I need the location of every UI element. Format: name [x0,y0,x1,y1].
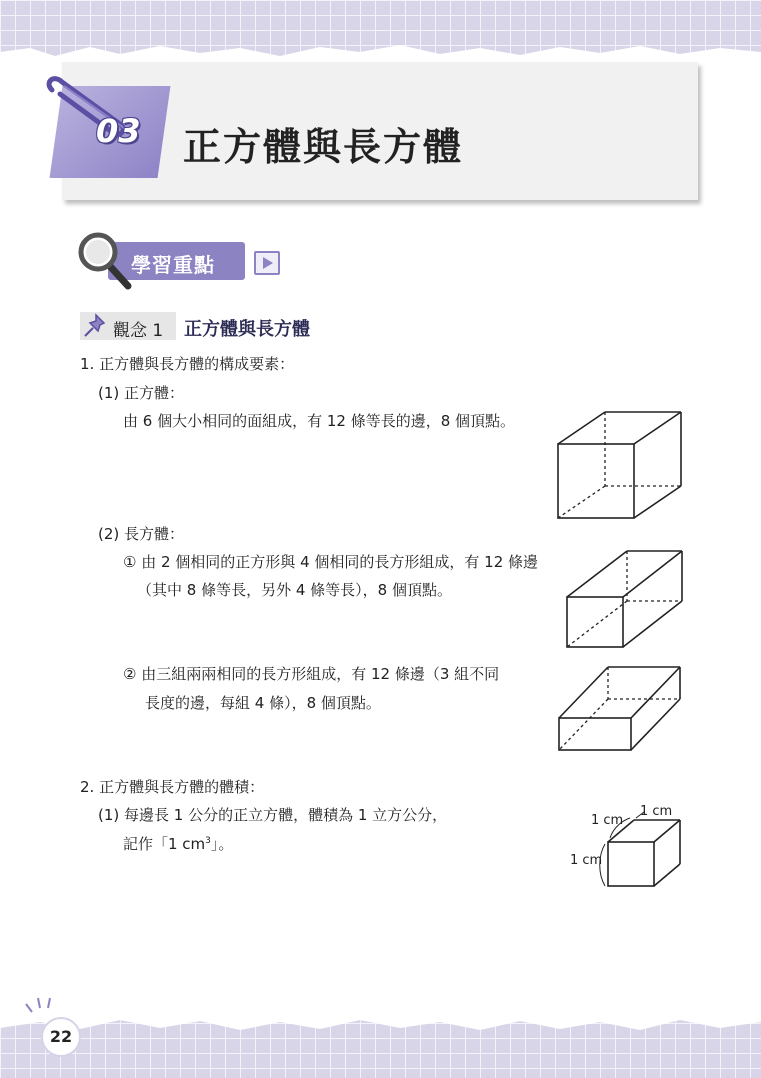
volume-item1-line1: (1) 每邊長 1 公分的正立方體，體積為 1 立方公分， [98,806,448,824]
magnifier-icon [78,232,138,292]
cuboid-item2-line1: ② 由三組兩兩相同的長方形組成，有 12 條邊（3 組不同 [123,665,500,683]
sparkle-lines-icon [24,994,60,1018]
unit-cube-depth-label: 1 cm [591,813,624,828]
cube-description: 由 6 個大小相同的面組成，有 12 條等長的邊，8 個頂點。 [123,412,516,430]
section1-heading: 1. 正方體與長方體的構成要素： [80,355,295,373]
concept-title: 正方體與長方體 [184,319,310,340]
concept-label: 觀念 1 [113,321,164,341]
unit-cube-height-label: 1 cm [570,853,603,868]
cuboid-label: (2) 長方體： [98,525,185,543]
page-number: 22 [41,1017,81,1057]
volume-item1-line2 [123,833,233,854]
section2-heading: 2. 正方體與長方體的體積： [80,778,265,796]
torn-paper-edge-bottom [0,1000,761,1040]
cube-figure [555,410,685,520]
cuboid-item2-line2: 長度的邊，每組 4 條），8 個頂點。 [145,694,381,712]
cuboid-item1-line1: ① 由 2 個相同的正方形與 4 個相同的長方形組成，有 12 條邊 [123,553,538,571]
chapter-number: 03 [96,112,141,150]
notation-suffix: 」。 [210,835,234,853]
pushpin-icon [82,311,110,339]
cube-exponent: 3 [205,836,211,846]
cm-notation: 記作「1 cm [123,835,206,853]
cuboid-item1-line2: （其中 8 條等長，另外 4 條等長），8 個頂點。 [137,581,452,599]
cuboid-figure-2 [556,664,686,754]
chapter-title: 正方體與長方體 [183,125,464,169]
learning-focus-label: 學習重點 [131,253,215,277]
cuboid-figure-1 [564,549,686,651]
unit-cube-width-label: 1 cm [640,804,673,819]
play-icon[interactable] [254,251,280,275]
cube-label: (1) 正方體： [98,384,185,402]
